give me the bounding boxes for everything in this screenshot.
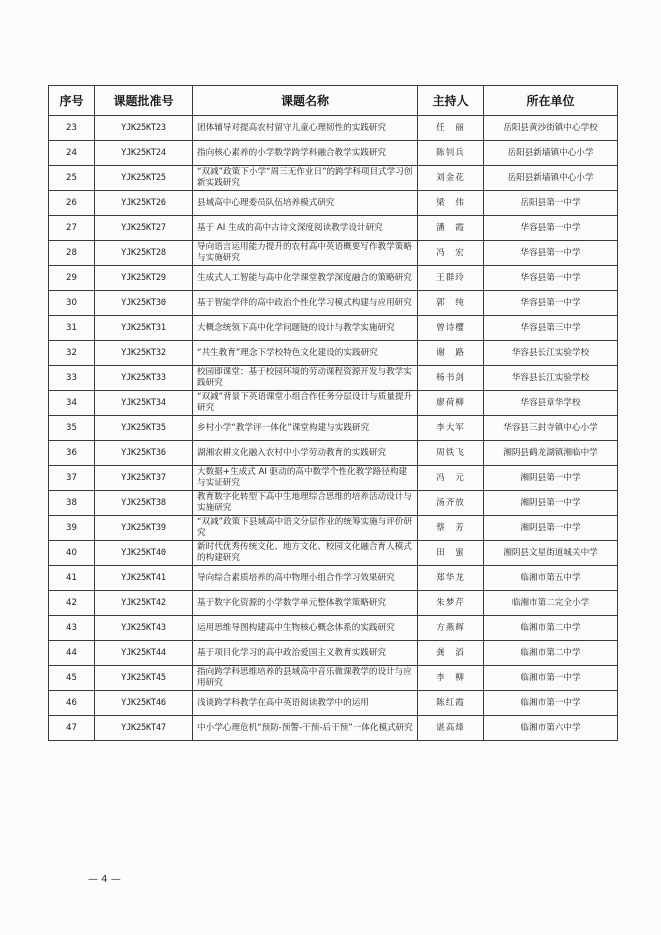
cell-unit: 临湘市第二中学 (484, 641, 618, 666)
cell-code: YJK25KT43 (95, 616, 193, 641)
cell-code: YJK25KT32 (95, 341, 193, 366)
cell-title: 乡村小学“教学评一体化”课堂构建与实践研究 (193, 416, 418, 441)
cell-host: 刘金花 (418, 166, 484, 191)
cell-title: 导向综合素质培养的高中物理小组合作学习效果研究 (193, 566, 418, 591)
cell-code: YJK25KT39 (95, 516, 193, 541)
table-row (49, 291, 618, 316)
table-row (49, 516, 618, 541)
cell-code: YJK25KT29 (95, 266, 193, 291)
cell-no: 32 (49, 341, 95, 366)
cell-unit: 岳阳县新墙镇中心小学 (484, 141, 618, 166)
table-row (49, 466, 618, 491)
cell-unit: 岳阳县第一中学 (484, 191, 618, 216)
cell-no: 28 (49, 241, 95, 266)
table-row (49, 416, 618, 441)
cell-code: YJK25KT24 (95, 141, 193, 166)
cell-host: 蔡 芳 (418, 516, 484, 541)
table-row (49, 666, 618, 691)
cell-host: 冯 元 (418, 466, 484, 491)
cell-code: YJK25KT36 (95, 441, 193, 466)
cell-unit: 临湘市第一中学 (484, 691, 618, 716)
cell-host: 龚 滔 (418, 641, 484, 666)
cell-title: 基于数字化资源的小学数学单元整体教学策略研究 (193, 591, 418, 616)
cell-code: YJK25KT45 (95, 666, 193, 691)
cell-no: 44 (49, 641, 95, 666)
cell-no: 31 (49, 316, 95, 341)
table-row (49, 641, 618, 666)
header-no: 序号 (49, 86, 95, 116)
cell-host: 郑华龙 (418, 566, 484, 591)
cell-title: 中小学心理危机“预防-预警-干预-后干预”一体化模式研究 (193, 716, 418, 741)
cell-no: 38 (49, 491, 95, 516)
cell-no: 47 (49, 716, 95, 741)
table-row (49, 716, 618, 741)
cell-host: 郭 纯 (418, 291, 484, 316)
cell-unit: 华容县第三中学 (484, 316, 618, 341)
cell-title: 团体辅导对提高农村留守儿童心理韧性的实践研究 (193, 116, 418, 141)
cell-host: 周铁飞 (418, 441, 484, 466)
cell-no: 34 (49, 391, 95, 416)
cell-host: 潘 霞 (418, 216, 484, 241)
table-row (49, 241, 618, 266)
cell-code: YJK25KT46 (95, 691, 193, 716)
cell-title: 校园即课堂：基于校园环境的劳动课程资源开发与教学实践研究 (193, 366, 418, 391)
table-row (49, 141, 618, 166)
cell-unit: 华容县第一中学 (484, 241, 618, 266)
cell-code: YJK25KT41 (95, 566, 193, 591)
cell-no: 40 (49, 541, 95, 566)
cell-unit: 临湘市第五中学 (484, 566, 618, 591)
cell-title: “共生教育”理念下学校特色文化建设的实践研究 (193, 341, 418, 366)
cell-host: 谢 路 (418, 341, 484, 366)
cell-code: YJK25KT23 (95, 116, 193, 141)
cell-host: 李 柳 (418, 666, 484, 691)
table-row (49, 391, 618, 416)
cell-unit: 湘阴县文星街道城关中学 (484, 541, 618, 566)
cell-code: YJK25KT34 (95, 391, 193, 416)
cell-unit: 临湘市第二完全小学 (484, 591, 618, 616)
cell-code: YJK25KT33 (95, 366, 193, 391)
header-code: 课题批准号 (95, 86, 193, 116)
cell-title: 基于智能学伴的高中政治个性化学习模式构建与应用研究 (193, 291, 418, 316)
cell-code: YJK25KT30 (95, 291, 193, 316)
header-host: 主持人 (418, 86, 484, 116)
cell-unit: 临湘市第六中学 (484, 716, 618, 741)
table-row (49, 191, 618, 216)
cell-no: 35 (49, 416, 95, 441)
cell-title: 导向语言运用能力提升的农村高中英语概要写作教学策略与实施研究 (193, 241, 418, 266)
table-row (49, 441, 618, 466)
table-header-row (49, 86, 618, 116)
cell-no: 29 (49, 266, 95, 291)
cell-code: YJK25KT38 (95, 491, 193, 516)
cell-host: 廖荷柳 (418, 391, 484, 416)
cell-host: 陈钊兵 (418, 141, 484, 166)
cell-title: 指向跨学科思维培养的县域高中音乐微课教学的设计与应用研究 (193, 666, 418, 691)
cell-code: YJK25KT27 (95, 216, 193, 241)
cell-title: “双减”政策下小学“周三无作业日”的跨学科项目式学习创新实践研究 (193, 166, 418, 191)
cell-code: YJK25KT42 (95, 591, 193, 616)
cell-code: YJK25KT35 (95, 416, 193, 441)
cell-no: 26 (49, 191, 95, 216)
cell-host: 田 蜜 (418, 541, 484, 566)
cell-unit: 临湘市第一中学 (484, 666, 618, 691)
cell-code: YJK25KT37 (95, 466, 193, 491)
cell-code: YJK25KT31 (95, 316, 193, 341)
cell-code: YJK25KT25 (95, 166, 193, 191)
table-row (49, 316, 618, 341)
cell-no: 36 (49, 441, 95, 466)
cell-unit: 临湘市第二中学 (484, 616, 618, 641)
cell-unit: 岳阳县黄沙街镇中心学校 (484, 116, 618, 141)
table-row (49, 116, 618, 141)
cell-host: 汤齐放 (418, 491, 484, 516)
cell-title: 新时代优秀传统文化、地方文化、校园文化融合育人模式的构建研究 (193, 541, 418, 566)
cell-title: 县域高中心理委员队伍培养模式研究 (193, 191, 418, 216)
cell-no: 41 (49, 566, 95, 591)
table-row (49, 566, 618, 591)
cell-title: 基于项目化学习的高中政治爱国主义教育实践研究 (193, 641, 418, 666)
page-number: — 4 — (88, 874, 121, 885)
cell-host: 任 丽 (418, 116, 484, 141)
cell-unit: 华容县第一中学 (484, 216, 618, 241)
cell-code: YJK25KT44 (95, 641, 193, 666)
cell-title: “双减”背景下英语课堂小组合作任务分层设计与质量提升研究 (193, 391, 418, 416)
cell-code: YJK25KT40 (95, 541, 193, 566)
cell-unit: 华容县第一中学 (484, 291, 618, 316)
cell-no: 43 (49, 616, 95, 641)
table-row (49, 541, 618, 566)
cell-unit: 湘阴县第一中学 (484, 516, 618, 541)
cell-host: 冯 宏 (418, 241, 484, 266)
cell-title: 浅谈跨学科教学在高中英语阅读教学中的运用 (193, 691, 418, 716)
cell-no: 27 (49, 216, 95, 241)
cell-code: YJK25KT47 (95, 716, 193, 741)
cell-title: 基于 AI 生成的高中古诗文深度阅读教学设计研究 (193, 216, 418, 241)
cell-unit: 湘阴县第一中学 (484, 491, 618, 516)
cell-no: 24 (49, 141, 95, 166)
cell-host: 方燕辉 (418, 616, 484, 641)
cell-unit: 岳阳县新墙镇中心小学 (484, 166, 618, 191)
cell-no: 45 (49, 666, 95, 691)
cell-no: 39 (49, 516, 95, 541)
cell-host: 王群玲 (418, 266, 484, 291)
cell-title: 大概念统领下高中化学问题链的设计与教学实施研究 (193, 316, 418, 341)
cell-title: 指向核心素养的小学数学跨学科融合教学实践研究 (193, 141, 418, 166)
cell-unit: 华容县三封寺镇中心小学 (484, 416, 618, 441)
cell-title: 教育数字化转型下高中生地理综合思维的培养活动设计与实施研究 (193, 491, 418, 516)
table-row (49, 166, 618, 191)
cell-host: 曾诗樱 (418, 316, 484, 341)
cell-no: 46 (49, 691, 95, 716)
cell-host: 梁 伟 (418, 191, 484, 216)
header-unit: 所在单位 (484, 86, 618, 116)
cell-unit: 华容县章华学校 (484, 391, 618, 416)
cell-title: 湖湘农耕文化融入农村中小学劳动教育的实践研究 (193, 441, 418, 466)
table-row (49, 216, 618, 241)
cell-host: 陈红霞 (418, 691, 484, 716)
project-table (48, 85, 618, 741)
cell-title: “双减”政策下县域高中语文分层作业的统筹实施与评价研究 (193, 516, 418, 541)
cell-unit: 华容县第一中学 (484, 266, 618, 291)
cell-unit: 湘阴县第一中学 (484, 466, 618, 491)
table-row (49, 366, 618, 391)
cell-no: 30 (49, 291, 95, 316)
cell-host: 谌高烽 (418, 716, 484, 741)
cell-host: 李大军 (418, 416, 484, 441)
cell-no: 33 (49, 366, 95, 391)
cell-title: 运用思维导图构建高中生物核心概念体系的实践研究 (193, 616, 418, 641)
table-row (49, 341, 618, 366)
table-row (49, 491, 618, 516)
cell-no: 37 (49, 466, 95, 491)
table-row (49, 616, 618, 641)
cell-code: YJK25KT26 (95, 191, 193, 216)
cell-unit: 华容县长江实验学校 (484, 366, 618, 391)
table-row (49, 266, 618, 291)
cell-unit: 华容县长江实验学校 (484, 341, 618, 366)
cell-no: 23 (49, 116, 95, 141)
header-title: 课题名称 (193, 86, 418, 116)
cell-title: 生成式人工智能与高中化学课堂教学深度融合的策略研究 (193, 266, 418, 291)
cell-code: YJK25KT28 (95, 241, 193, 266)
table-row (49, 591, 618, 616)
cell-no: 42 (49, 591, 95, 616)
table-row (49, 691, 618, 716)
cell-title: 大数据+生成式 AI 驱动的高中数学个性化教学路径构建与实证研究 (193, 466, 418, 491)
cell-unit: 湘阴县鹤龙湖镇湘临中学 (484, 441, 618, 466)
cell-host: 朱梦芹 (418, 591, 484, 616)
cell-no: 25 (49, 166, 95, 191)
cell-host: 杨书剑 (418, 366, 484, 391)
